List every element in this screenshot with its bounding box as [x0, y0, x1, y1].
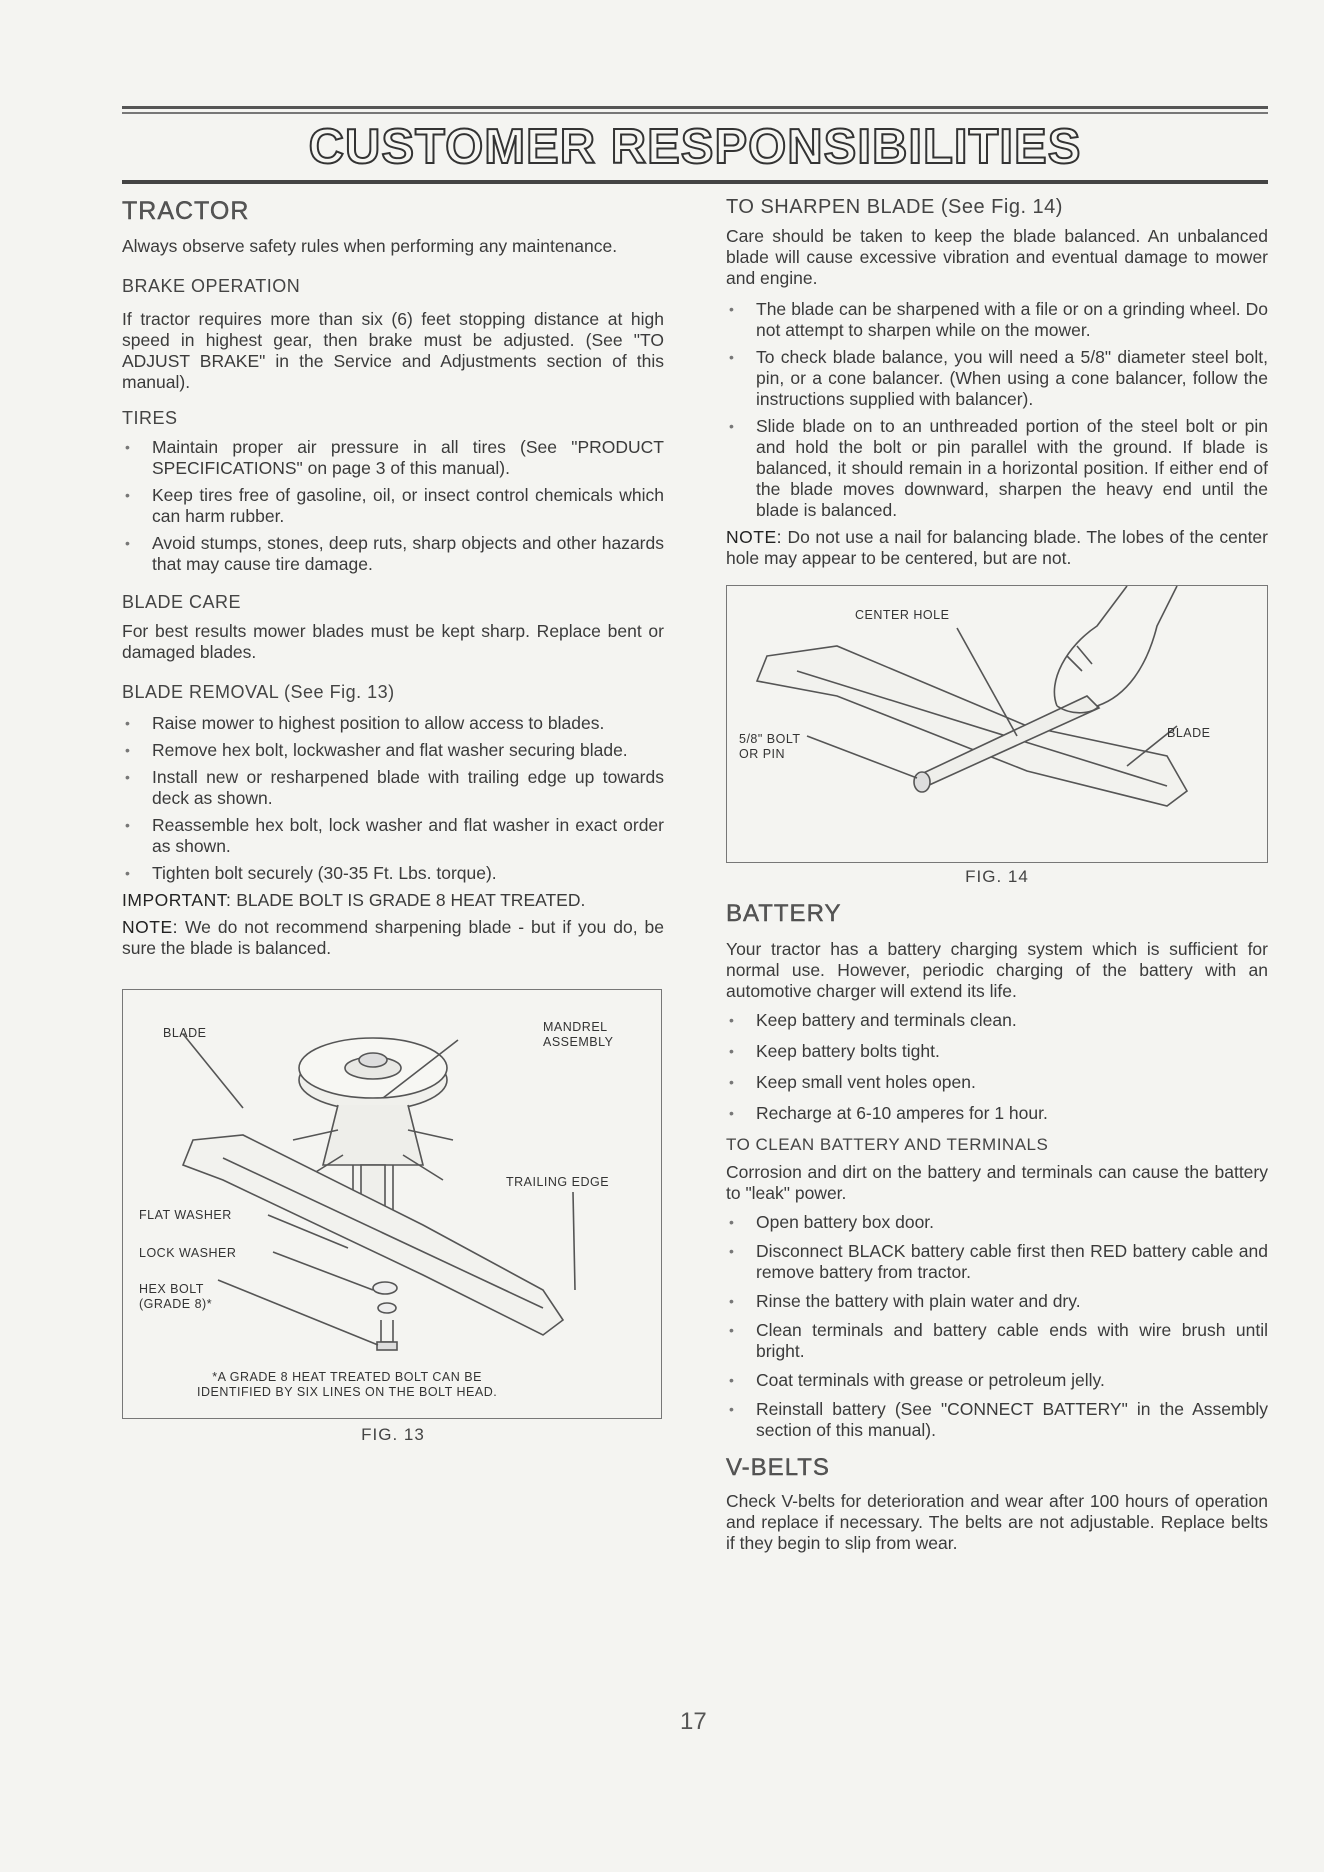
list-item: • Keep battery bolts tight.: [726, 1041, 1268, 1062]
list-item: • Keep tires free of gasoline, oil, or insect control chemicals which can harm rubber.: [122, 485, 664, 527]
figure-13-illustration: [123, 990, 661, 1418]
v-belts-text: Check V-belts for deterioration and wear after 100 hours of operation and replace if necessary. The belts are not adjustable. Replace belts if they begin to slip from wear.: [726, 1491, 1268, 1553]
heading-blade-care: BLADE CARE: [122, 592, 242, 612]
list-item: • Keep battery and terminals clean.: [726, 1010, 1268, 1031]
sharpen-text: Care should be taken to keep the blade balanced. An unbalanced blade will cause excessive vibration and eventual damage to mower and engine.: [726, 226, 1268, 288]
note-lead: NOTE:: [726, 527, 782, 547]
figure-14-caption: FIG. 14: [965, 867, 1029, 886]
list-item: • Reinstall battery (See "CONNECT BATTERY" in the Assembly section of this manual).: [726, 1399, 1268, 1441]
heading-battery: BATTERY: [726, 900, 842, 927]
heading-v-belts: V-BELTS: [726, 1454, 830, 1481]
label-hex-bolt: HEX BOLT (GRADE 8)*: [139, 1282, 213, 1311]
figure-13-footnote: *A GRADE 8 HEAT TREATED BOLT CAN BE IDENTIFIED BY SIX LINES ON THE BOLT HEAD.: [197, 1370, 498, 1399]
label-mandrel-assembly: MANDREL ASSEMBLY: [543, 1020, 614, 1049]
important-lead: IMPORTANT:: [122, 890, 232, 910]
header-rule-top-inner: [122, 112, 1268, 114]
list-item: • Install new or resharpened blade with trailing edge up towards deck as shown.: [122, 767, 664, 809]
figure-13: [122, 989, 662, 1419]
list-item: • Slide blade on to an unthreaded portion of the steel bolt or pin and hold the bolt or pin parallel with the ground. If blade is balanced, it should remain in a horizontal position. If either end of the blade moves downward, sharpen the heavy end until the blade is balanced.: [726, 416, 1268, 521]
battery-text: Your tractor has a battery charging system which is sufficient for normal use. However, periodic charging of the battery with an automotive charger will extend its life.: [726, 939, 1268, 1001]
header-rule-bottom: [122, 180, 1268, 184]
sharpen-list: [726, 299, 1268, 521]
clean-battery-list: [726, 1212, 1268, 1441]
list-item: • Maintain proper air pressure in all tires (See "PRODUCT SPECIFICATIONS" on page 3 of this manual).: [122, 437, 664, 479]
list-item: • Coat terminals with grease or petroleum jelly.: [726, 1370, 1268, 1391]
list-item: • Open battery box door.: [726, 1212, 1268, 1233]
list-item: • Remove hex bolt, lockwasher and flat washer securing blade.: [122, 740, 664, 761]
important-note: [122, 890, 664, 911]
label-blade: BLADE: [163, 1026, 207, 1040]
heading-brake-operation: BRAKE OPERATION: [122, 276, 301, 296]
page-number: 17: [680, 1708, 707, 1735]
list-item: • Keep small vent holes open.: [726, 1072, 1268, 1093]
figure-14: [726, 585, 1268, 863]
list-item: • Recharge at 6-10 amperes for 1 hour.: [726, 1103, 1268, 1124]
figure-14-illustration: [727, 586, 1267, 862]
sharpening-note: [122, 917, 664, 959]
note-lead: NOTE:: [122, 917, 178, 937]
heading-tires: TIRES: [122, 408, 178, 428]
tractor-text: Always observe safety rules when performing any maintenance.: [122, 236, 618, 256]
heading-tractor: TRACTOR: [122, 197, 250, 225]
label-flat-washer: FLAT WASHER: [139, 1208, 232, 1222]
important-text: BLADE BOLT IS GRADE 8 HEAT TREATED.: [231, 890, 586, 910]
note-text: Do not use a nail for balancing blade. The lobes of the center hole may appear to be centered, but are not.: [726, 527, 1268, 568]
list-item: • To check blade balance, you will need a 5/8" diameter steel bolt, pin, or a cone balancer. (When using a cone balancer, follow the instructions supplied with balancer).: [726, 347, 1268, 410]
page-title: CUSTOMER RESPONSIBILITIES: [308, 120, 1082, 174]
label-center-hole: CENTER HOLE: [855, 608, 950, 622]
battery-list: [726, 1010, 1268, 1124]
label-blade: BLADE: [1167, 726, 1211, 740]
list-item: • Clean terminals and battery cable ends with wire brush until bright.: [726, 1320, 1268, 1362]
clean-battery-text: Corrosion and dirt on the battery and terminals can cause the battery to "leak" power.: [726, 1162, 1268, 1203]
heading-blade-removal: BLADE REMOVAL (See Fig. 13): [122, 682, 395, 702]
heading-clean-battery: TO CLEAN BATTERY AND TERMINALS: [726, 1135, 1049, 1154]
list-item: • Raise mower to highest position to allow access to blades.: [122, 713, 664, 734]
list-item: • Disconnect BLACK battery cable first then RED battery cable and remove battery from tractor.: [726, 1241, 1268, 1283]
tires-list: [122, 437, 664, 575]
label-bolt-or-pin: 5/8" BOLT OR PIN: [739, 732, 801, 761]
list-item: • Tighten bolt securely (30-35 Ft. Lbs. torque).: [122, 863, 664, 884]
note-text: We do not recommend sharpening blade - but if you do, be sure the blade is balanced.: [122, 917, 664, 958]
list-item: • Avoid stumps, stones, deep ruts, sharp objects and other hazards that may cause tire damage.: [122, 533, 664, 575]
heading-sharpen-blade: TO SHARPEN BLADE (See Fig. 14): [726, 196, 1063, 218]
label-trailing-edge: TRAILING EDGE: [506, 1175, 610, 1189]
brake-text: If tractor requires more than six (6) feet stopping distance at high speed in highest gear, then brake must be adjusted. (See "TO ADJUST BRAKE" in the Service and Adjustments section of this manual).: [122, 309, 664, 392]
list-item: • Rinse the battery with plain water and dry.: [726, 1291, 1268, 1312]
left-column: [122, 196, 664, 1445]
header-rule-top: [122, 106, 1268, 109]
list-item: • The blade can be sharpened with a file or on a grinding wheel. Do not attempt to sharpen while on the mower.: [726, 299, 1268, 341]
label-lock-washer: LOCK WASHER: [139, 1246, 237, 1260]
figure-13-caption: FIG. 13: [361, 1425, 425, 1444]
right-column: [726, 196, 1268, 1554]
nail-note: [726, 527, 1268, 569]
blade-care-text: For best results mower blades must be kept sharp. Replace bent or damaged blades.: [122, 621, 664, 662]
list-item: • Reassemble hex bolt, lock washer and flat washer in exact order as shown.: [122, 815, 664, 857]
blade-removal-list: [122, 713, 664, 884]
